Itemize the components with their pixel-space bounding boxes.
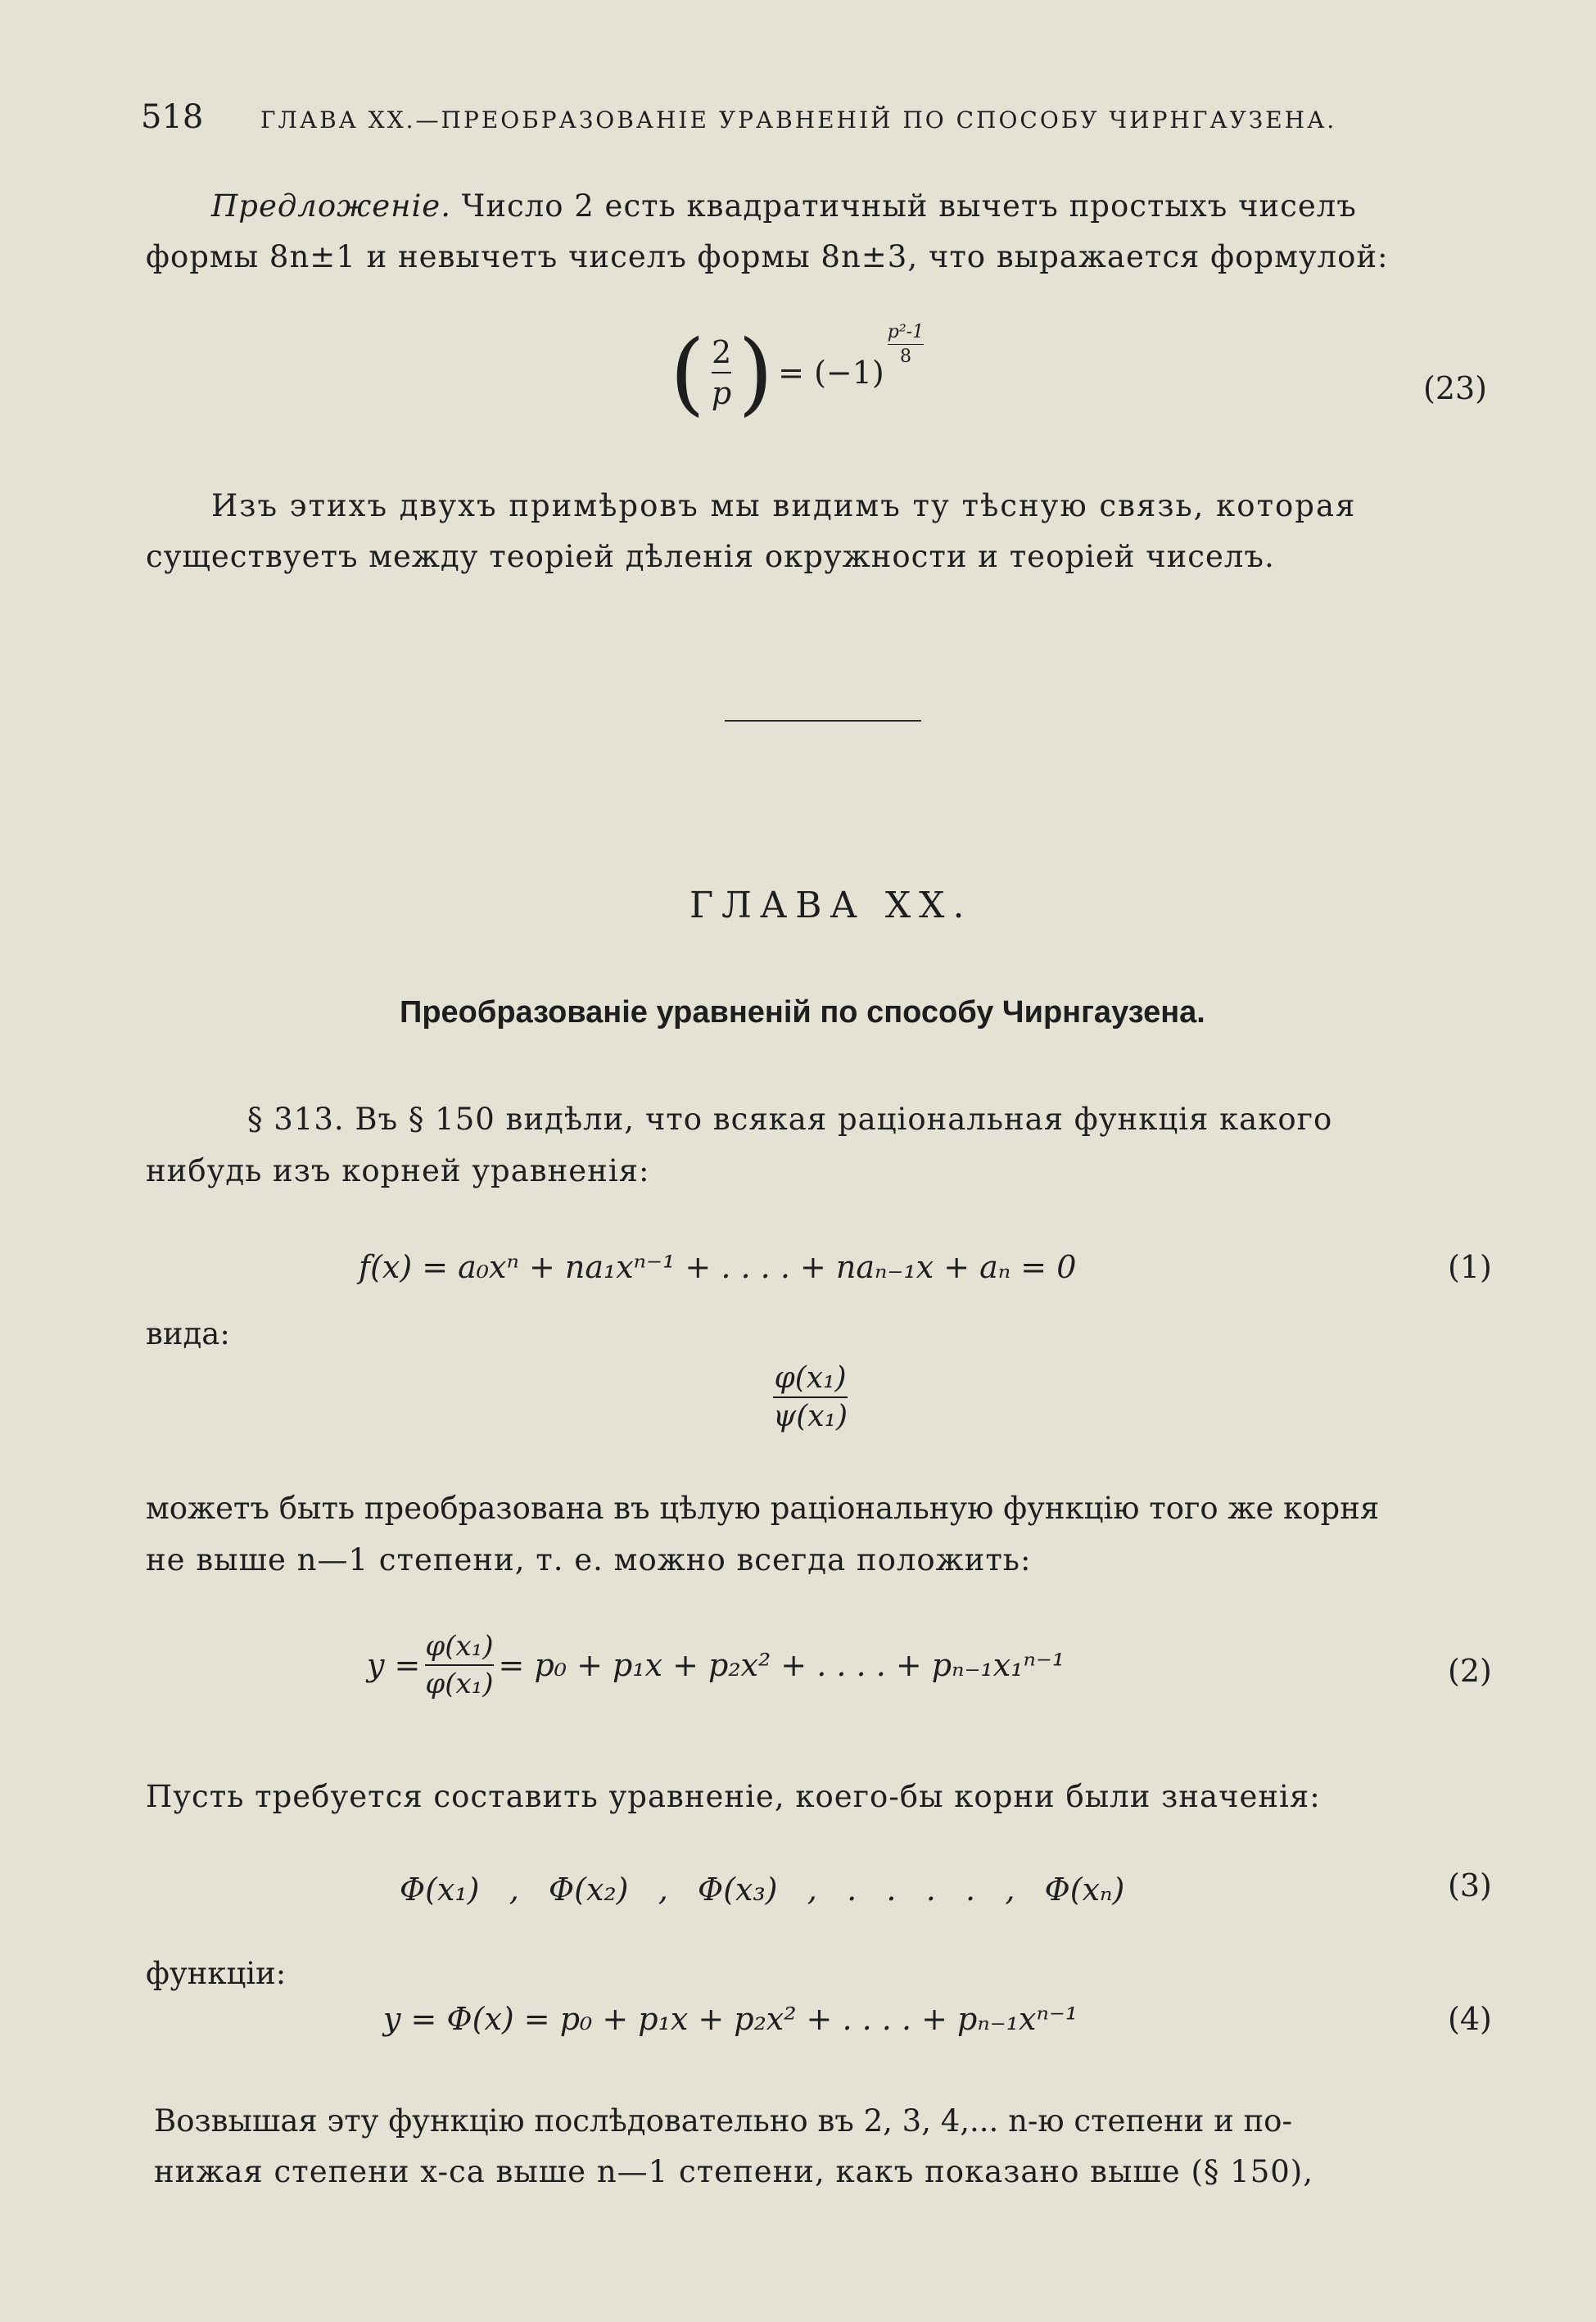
proposition-line-1 xyxy=(211,188,1357,224)
closing-line-2: существуетъ между теоріей дѣленія окружности и теоріей чиселъ. xyxy=(146,539,1275,574)
closing-line-1: Изъ этихъ двухъ примѣровъ мы видимъ ту тѣсную связь, которая xyxy=(211,488,1357,523)
equation-1: f(x) = a₀xⁿ + na₁xⁿ⁻¹ + . . . . + naₙ₋₁x + aₙ = 0 xyxy=(359,1249,1077,1285)
para2-line-2: не выше n—1 степени, т. е. можно всегда положить: xyxy=(146,1542,1032,1577)
formula-denominator: p xyxy=(711,375,732,411)
equation-4: y = Φ(x) = p₀ + p₁x + p₂x² + . . . . + pₙ₋₁xⁿ⁻¹ xyxy=(383,2001,1078,2037)
para1-line-2: нибудь изъ корней уравненія: xyxy=(146,1153,650,1188)
running-title: ГЛАВА XX.—ПРЕОБРАЗОВАНІЕ УРАВНЕНІЙ ПО СПОСОБУ ЧИРНГАУЗЕНА. xyxy=(260,106,1337,134)
formula-numerator: 2 xyxy=(711,334,732,370)
equation-3: Φ(x₁) , Φ(x₂) , Φ(x₃) , . . . . , Φ(xₙ) xyxy=(400,1872,1125,1908)
chapter-title: ГЛАВА XX. xyxy=(689,885,973,926)
eq-number-23: (23) xyxy=(1423,370,1488,406)
formula-rhs: = (−1) xyxy=(778,355,884,391)
chapter-subtitle: Преобразованіе уравненій по способу Чирнгаузена. xyxy=(400,995,1205,1030)
eq2-rhs: = p₀ + p₁x + p₂x² + . . . . + pₙ₋₁x₁ⁿ⁻¹ xyxy=(498,1647,1065,1683)
section-divider xyxy=(725,720,921,722)
eq-number-4: (4) xyxy=(1448,2001,1492,2037)
eq-number-2: (2) xyxy=(1448,1653,1492,1689)
funktsii-label: функціи: xyxy=(146,1956,287,1991)
formula-23: ( 2 p ) = (−1) p²-1 8 xyxy=(670,320,925,425)
para3: Пусть требуется составить уравненіе, коего-бы корни были значенія: xyxy=(146,1779,1321,1814)
page-number: 518 xyxy=(141,98,204,136)
formula-exponent-num: p²-1 xyxy=(887,321,925,342)
vida-label: вида: xyxy=(146,1316,230,1351)
para4-line-2: нижая степени x-са выше n—1 степени, какъ показано выше (§ 150), xyxy=(154,2154,1313,2189)
eq-number-1: (1) xyxy=(1448,1249,1492,1285)
proposition-text: Число 2 есть квадратичный вычетъ простыхъ чиселъ xyxy=(461,188,1357,224)
fraction-numerator: φ(x₁) xyxy=(774,1361,847,1395)
fraction-denominator: ψ(x₁) xyxy=(773,1400,848,1433)
para4-line-1: Возвышая эту функцію послѣдовательно въ 2, 3, 4,... n-ю степени и по- xyxy=(154,2103,1292,2139)
fraction-phi-psi xyxy=(773,1361,848,1433)
eq2-lhs: y = xyxy=(367,1647,421,1683)
proposition-line-2: формы 8n±1 и невычетъ чиселъ формы 8n±3, что выражается формулой: xyxy=(146,239,1389,274)
equation-2 xyxy=(367,1630,1065,1700)
eq2-numerator: φ(x₁) xyxy=(425,1630,494,1663)
eq-number-3: (3) xyxy=(1448,1867,1492,1903)
proposition-label: Предложеніе. xyxy=(211,188,451,224)
eq2-denominator: φ(x₁) xyxy=(425,1668,494,1700)
para2-line-1: можетъ быть преобразована въ цѣлую раціональную функцію того же корня xyxy=(146,1491,1380,1526)
para1-line-1: § 313. Въ § 150 видѣли, что всякая раціональная функція какого xyxy=(247,1102,1333,1137)
formula-exponent-den: 8 xyxy=(899,346,911,367)
